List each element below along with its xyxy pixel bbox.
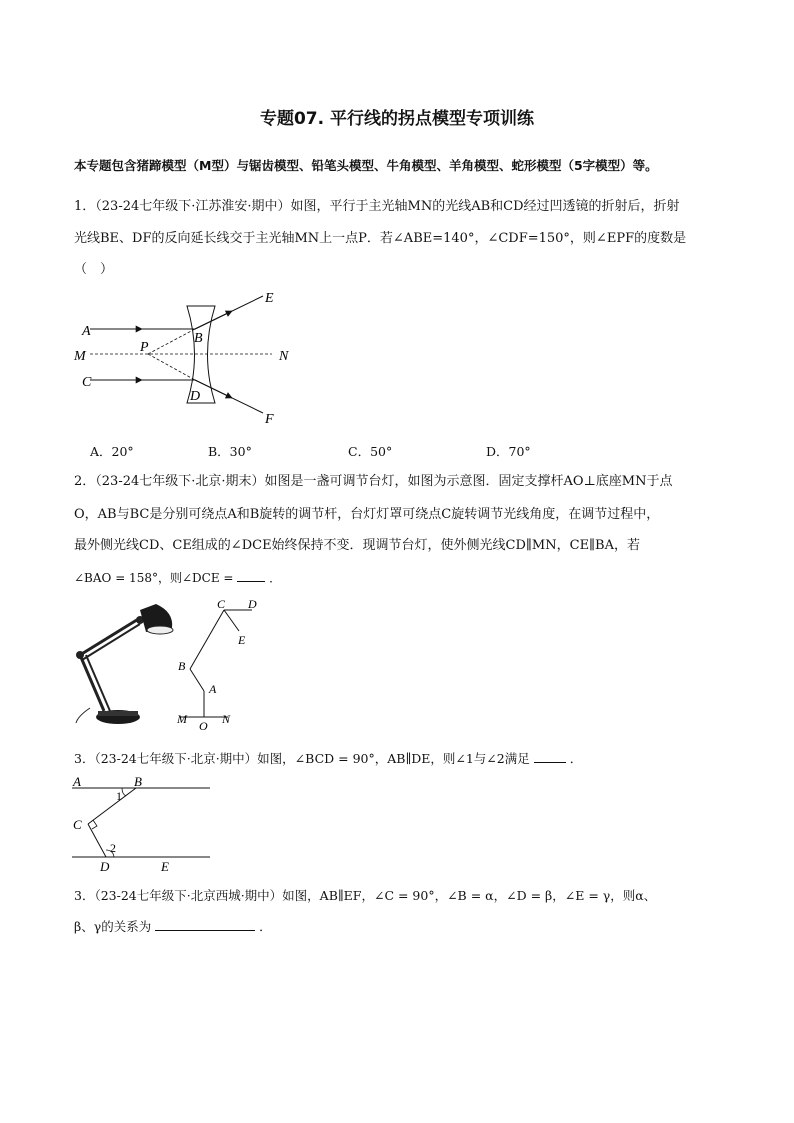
q2-label-o: O bbox=[199, 719, 208, 733]
q1-label-e: E bbox=[265, 291, 274, 306]
q3-answer-blank bbox=[534, 750, 566, 763]
q2-text-line1: 2．（23-24七年级下·北京·期末）如图是一盏可调节台灯，如图为示意图．固定支撑杆AO⊥底座MN于点 bbox=[74, 474, 673, 489]
q1-option-b: B．30° bbox=[208, 444, 252, 459]
q2-label-n: N bbox=[222, 712, 231, 726]
q4-text-main: β、γ的关系为 bbox=[74, 919, 152, 934]
q1-text-line2: 光线BE、DF的反向延长线交于主光轴MN上一点P．若∠ABE=140°，∠CDF=150°，则∠EPF的度数是 bbox=[74, 231, 687, 246]
q3-parallel-lines-figure bbox=[68, 774, 218, 874]
q2-ray-ce bbox=[224, 610, 239, 631]
q3-text-line1 bbox=[74, 750, 582, 767]
q3-label-c: C bbox=[73, 817, 82, 832]
q3-segment-cd bbox=[88, 824, 106, 857]
q2-label-d: D bbox=[248, 597, 257, 611]
q1-label-b: B bbox=[194, 331, 203, 346]
q2-rod-ab bbox=[190, 669, 204, 691]
q3-label-e: E bbox=[161, 859, 169, 874]
q3-text-main: 3．（23-24七年级下·北京·期中）如图，∠BCD = 90°，AB∥DE，则∠1与∠2满足 bbox=[74, 751, 530, 766]
q1-lens-figure bbox=[60, 285, 320, 430]
q1-label-n: N bbox=[279, 349, 289, 364]
q2-rod-bc bbox=[190, 610, 224, 669]
q1-label-a: A bbox=[82, 324, 91, 339]
page-title: 专题07. 平行线的拐点模型专项训练 bbox=[259, 109, 535, 129]
q1-ray-df bbox=[195, 380, 232, 398]
q1-text-line3: （ ） bbox=[74, 262, 114, 277]
q3-label-angle-2: 2 bbox=[110, 841, 116, 855]
q3-right-angle-mark bbox=[92, 820, 97, 829]
q1-text-line1: 1．（23-24七年级下·江苏淮安·期中）如图，平行于主光轴MN的光线AB和CD经过凹透镜的折射后，折射 bbox=[74, 199, 680, 214]
q2-text-line4-main: ∠BAO = 158°，则∠DCE = bbox=[74, 571, 234, 585]
q3-label-d: D bbox=[100, 859, 110, 874]
q3-text-end: ． bbox=[569, 751, 583, 766]
q1-ray-be bbox=[195, 311, 232, 329]
q2-label-b: B bbox=[178, 659, 186, 673]
q1-label-m: M bbox=[74, 349, 86, 364]
q2-text-line2: O，AB与BC是分别可绕点A和B旋转的调节杆，台灯灯罩可绕点C旋转调节光线角度，在调节过程中， bbox=[74, 507, 660, 522]
q2-lamp-diagram bbox=[172, 596, 272, 736]
q3-segment-bc bbox=[88, 788, 136, 824]
q1-label-p: P bbox=[140, 340, 149, 355]
topic-intro: 本专题包含猪蹄模型（M型）与锯齿模型、铅笔头模型、牛角模型、羊角模型、蛇形模型（5字模型）等。 bbox=[74, 158, 658, 173]
q2-text-line3: 最外侧光线CD、CE组成的∠DCE始终保持不变．现调节台灯，使外侧光线CD∥MN，CE∥BA，若 bbox=[74, 538, 641, 553]
q1-label-f: F bbox=[265, 412, 274, 427]
q4-text-end: ． bbox=[259, 919, 272, 934]
q2-label-a: A bbox=[209, 682, 217, 696]
q2-text-line4 bbox=[74, 569, 281, 586]
q3-label-a: A bbox=[73, 774, 81, 789]
desk-lamp-illustration bbox=[68, 598, 176, 728]
q1-label-d: D bbox=[190, 389, 201, 404]
q3-label-angle-1: 1 bbox=[116, 789, 122, 803]
q1-label-c: C bbox=[82, 375, 92, 390]
q2-label-e: E bbox=[238, 633, 246, 647]
q2-answer-blank bbox=[237, 569, 265, 582]
q2-label-c: C bbox=[217, 597, 226, 611]
q1-option-a: A．20° bbox=[90, 444, 134, 459]
q1-option-c: C．50° bbox=[348, 444, 393, 459]
q4-answer-blank bbox=[155, 918, 255, 931]
q4-text-line1: 3．（23-24七年级下·北京西城·期中）如图，AB∥EF，∠C = 90°，∠B = α，∠D = β，∠E = γ，则α、 bbox=[74, 888, 657, 903]
q4-text-line2 bbox=[74, 918, 272, 935]
q1-option-d: D．70° bbox=[486, 444, 531, 459]
q2-label-m: M bbox=[177, 712, 187, 726]
q2-text-line4-end: ． bbox=[269, 571, 282, 585]
q3-label-b: B bbox=[134, 774, 142, 789]
